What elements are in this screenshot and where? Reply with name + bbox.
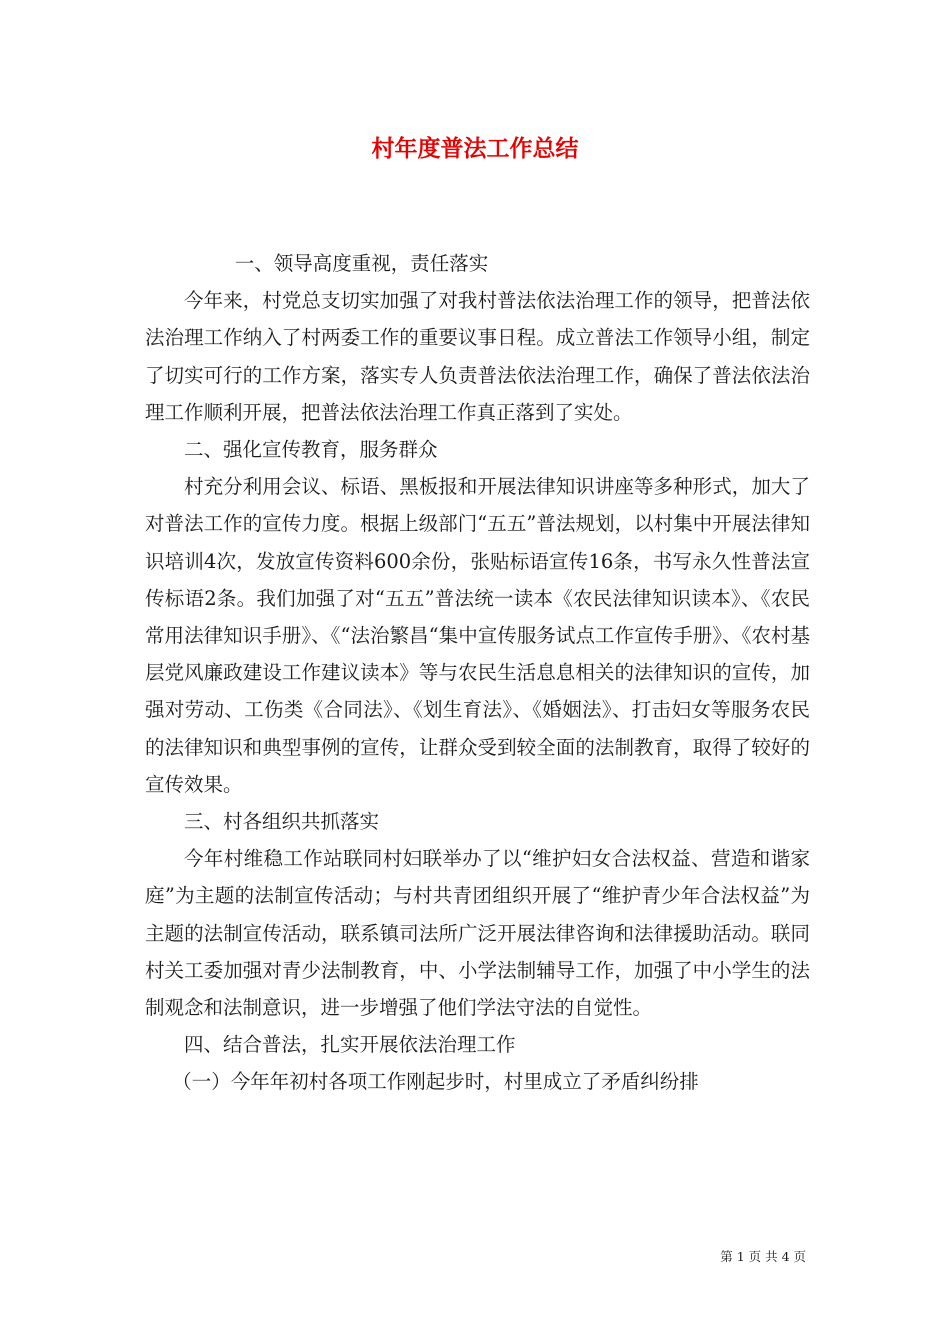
section-heading-3: 三、村各组织共抓落实 [184, 810, 380, 834]
document-title: 村年度普法工作总结 [371, 135, 579, 162]
section-paragraph-2: 村充分利用会议、标语、黑板报和开展法律知识讲座等多种形式，加大了对普法工作的宣传力度。根据上级部门“五五”普法规划，以村集中开展法律知识培训4次，发放宣传资料600余份，张贴标语宣传16条，书写永久性普法宣传标语2条。我们加强了对“五五”普法统一读本《农民法律知识读本》、《农民常用法律知识手册》、《“法治繁昌“集中宣传服务试点工作宣传手册》、《农村基层党风廉政建设工作建议读本》等与农民生活息息相关的法律知识的宣传，加强对劳动、工伤类《合同法》、《划生育法》、《婚姻法》、打击妇女等服务农民的法律知识和典型事例的宣传，让群众受到较全面的法制教育，取得了较好的宣传效果。 [145, 475, 810, 796]
section-heading-4: 四、结合普法，扎实开展依法治理工作 [184, 1033, 516, 1057]
section-heading-1: 一、领导高度重视，责任落实 [234, 252, 489, 275]
document-body [145, 245, 810, 1101]
page-number-footer: 第 1 页 共 4 页 [720, 1249, 806, 1264]
section-heading-2: 二、强化宣传教育，服务群众 [184, 438, 438, 462]
section-paragraph-3: 今年村维稳工作站联同村妇联举办了以“维护妇女合法权益、营造和谐家庭”为主题的法制宣传活动；与村共青团组织开展了“维护青少年合法权益”为主题的法制宣传活动，联系镇司法所广泛开展法律咨询和法律援助活动。联同村关工委加强对青少法制教育，中、小学法制辅导工作，加强了中小学生的法制观念和法制意识，进一步增强了他们学法守法的自觉性。 [145, 847, 810, 1020]
section-paragraph-4: （一）今年年初村各项工作刚起步时，村里成立了矛盾纠纷排 [172, 1070, 699, 1094]
section-paragraph-1: 今年来，村党总支切实加强了对我村普法依法治理工作的领导，把普法依法治理工作纳入了村两委工作的重要议事日程。成立普法工作领导小组，制定了切实可行的工作方案，落实专人负责普法依法治理工作，确保了普法依法治理工作顺利开展，把普法依法治理工作真正落到了实处。 [145, 289, 810, 424]
